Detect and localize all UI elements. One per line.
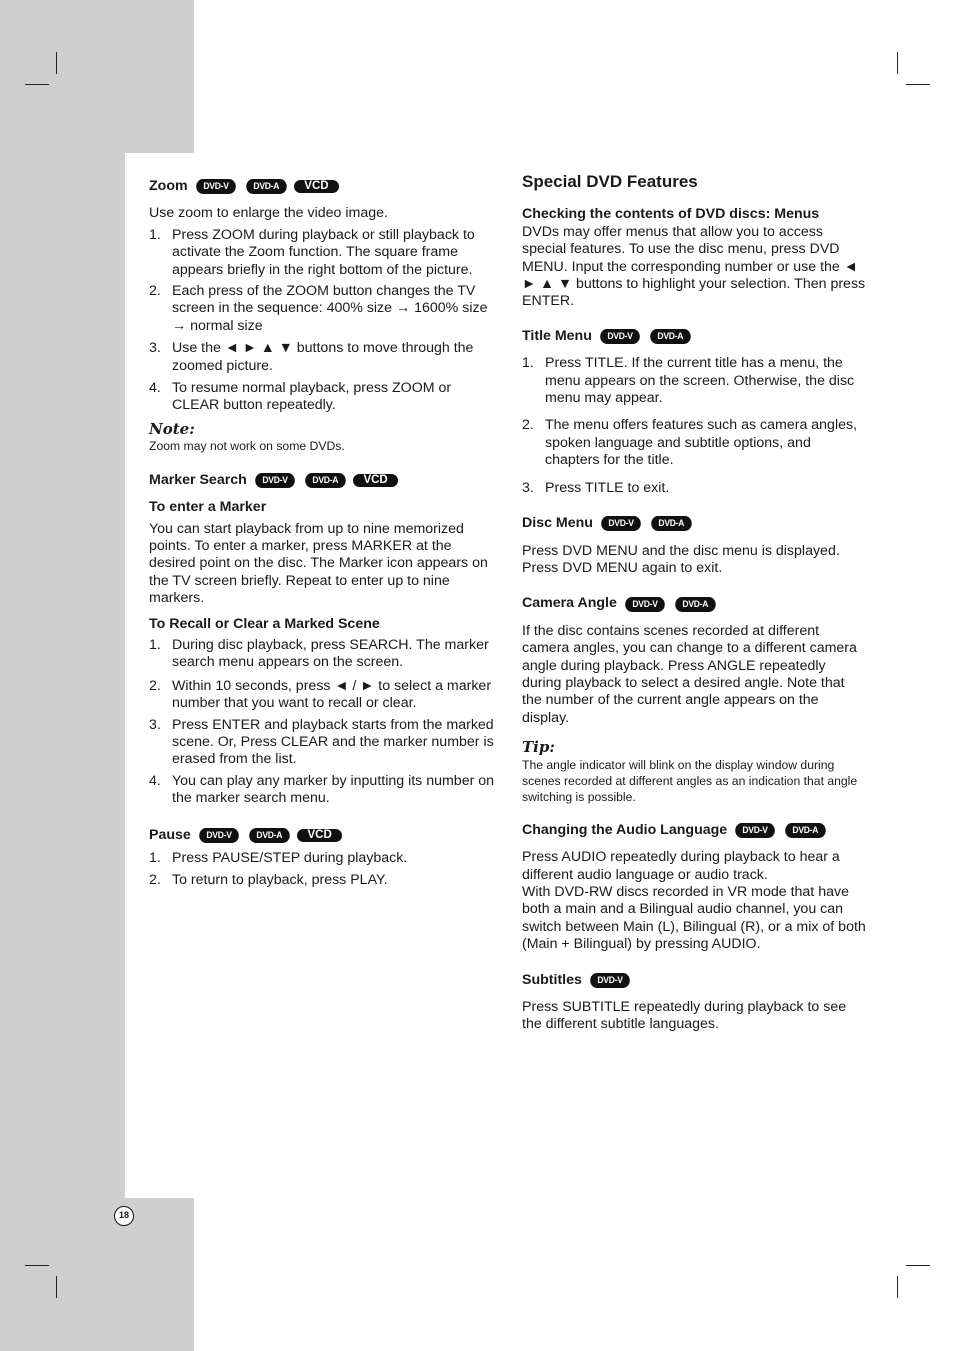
page-number: 18: [114, 1206, 134, 1226]
zoom-intro: Use zoom to enlarge the video image.: [149, 205, 388, 222]
list-item: 4. You can play any marker by inputting its number on the marker search menu.: [149, 772, 495, 807]
crop-mark: [897, 1276, 898, 1298]
left-column: [149, 168, 499, 890]
margin-panel-bottom: [0, 1198, 194, 1351]
dvd-a-badge: DVD-A: [675, 597, 715, 612]
pause-section: [149, 827, 499, 890]
crop-mark: [897, 52, 898, 74]
vcd-badge: VCD: [353, 474, 397, 487]
pause-steps: [149, 850, 499, 890]
dvd-a-badge: DVD-A: [785, 823, 825, 838]
dvd-a-badge: DVD-A: [246, 179, 286, 194]
list-item: 2. To return to playback, press PLAY.: [149, 872, 388, 889]
pause-title: Pause: [149, 826, 191, 843]
note-text: Zoom may not work on some DVDs.: [149, 439, 345, 454]
zoom-heading: [149, 178, 499, 195]
enter-marker-text: You can start playback from up to nine memorized points. To enter a marker, press MARKER at the desired point on the disc. The Marker icon appears on the TV screen briefly. Repeat to enter up to nine markers.: [149, 520, 488, 607]
dvd-v-badge: DVD-V: [735, 823, 775, 838]
page-title: Special DVD Features: [522, 172, 698, 191]
crop-mark: [25, 1265, 49, 1266]
disc-menu-title: Disc Menu: [522, 515, 593, 532]
disc-menu-section: [522, 515, 867, 577]
title-menu-section: [522, 328, 867, 497]
marker-search-section: [149, 472, 499, 808]
checking-contents-heading: Checking the contents of DVD discs: Menus: [522, 206, 820, 223]
list-item: 2. The menu offers features such as camera angles, spoken language and subtitle options, and chapters for the title.: [522, 417, 858, 469]
list-item: 2. Within 10 seconds, press ◄ / ► to select a marker number that you want to recall or clear.: [149, 677, 492, 712]
dvd-v-badge: DVD-V: [625, 597, 665, 612]
dvd-v-badge: DVD-V: [600, 329, 640, 344]
dvd-v-badge: DVD-V: [199, 828, 239, 843]
crop-mark: [56, 52, 57, 74]
zoom-steps: [149, 227, 499, 415]
dvd-a-badge: DVD-A: [650, 329, 690, 344]
margin-panel-left: [0, 153, 125, 1198]
disc-menu-text: Press DVD MENU and the disc menu is displayed. Press DVD MENU again to exit.: [522, 542, 840, 576]
subtitles-section: [522, 972, 867, 1034]
enter-marker-heading: To enter a Marker: [149, 499, 267, 516]
subtitles-heading: [522, 972, 867, 989]
dvd-a-badge: DVD-A: [651, 516, 691, 531]
camera-angle-heading: [522, 595, 867, 612]
audio-language-heading: [522, 822, 867, 839]
crop-mark: [906, 84, 930, 85]
note-title: Note:: [149, 419, 195, 438]
tip-title: Tip:: [522, 738, 555, 757]
crop-mark: [56, 1276, 57, 1298]
dvd-v-badge: DVD-V: [255, 473, 295, 488]
marker-search-heading: [149, 472, 499, 489]
audio-language-text: Press AUDIO repeatedly during playback to hear a different audio language or audio track.: [522, 849, 840, 883]
marker-search-title: Marker Search: [149, 471, 247, 488]
camera-angle-text: If the disc contains scenes recorded at different camera angles, you can change to a different camera angle during playback. Press ANGLE repeatedly during playback to select a desired angle. Note that the number of the current angle appears on the display.: [522, 622, 857, 726]
audio-language-section: [522, 822, 867, 954]
subtitles-title: Subtitles: [522, 971, 582, 988]
dvd-a-badge: DVD-A: [249, 828, 289, 843]
list-item: 1. During disc playback, press SEARCH. The marker search menu appears on the screen.: [149, 636, 489, 671]
recall-heading: To Recall or Clear a Marked Scene: [149, 615, 380, 632]
crop-mark: [25, 84, 49, 85]
title-menu-steps: [522, 355, 867, 497]
audio-language-title: Changing the Audio Language: [522, 821, 728, 838]
list-item: 3. Press TITLE to exit.: [522, 479, 670, 496]
dvd-v-badge: DVD-V: [601, 516, 641, 531]
list-item: 2. Each press of the ZOOM button changes the TV screen in the sequence: 400% size → 1600% size → normal size: [149, 283, 488, 334]
zoom-section: [149, 178, 499, 455]
title-menu-heading: [522, 328, 867, 345]
audio-language-text-2: With DVD-RW discs recorded in VR mode that have both a main and a Bilingual audio channel, you can switch between Main (L), Bilingual (R), or a mix of both (Main + Bilingual) by pressing AUDIO.: [522, 884, 866, 953]
marker-steps: [149, 637, 499, 808]
dvd-a-badge: DVD-A: [305, 473, 345, 488]
dvd-v-badge: DVD-V: [196, 179, 236, 194]
vcd-badge: VCD: [297, 829, 341, 842]
list-item: 1. Press TITLE. If the current title has a menu, the menu appears on the screen. Otherwise, the disc menu may appear.: [522, 355, 855, 407]
list-item: 1. Press ZOOM during playback or still playback to activate the Zoom function. The square frame appears briefly in the right bottom of the picture.: [149, 226, 475, 278]
subtitles-text: Press SUBTITLE repeatedly during playback to see the different subtitle languages.: [522, 999, 847, 1033]
list-item: 1. Press PAUSE/STEP during playback.: [149, 850, 408, 866]
pause-heading: [149, 827, 499, 844]
checking-contents-text: DVDs may offer menus that allow you to access special features. To use the disc menu, press DVD MENU. Input the corresponding number or use the ◄ ► ▲ ▼ buttons to highlight your selection. Then press ENTER.: [522, 223, 866, 310]
zoom-title: Zoom: [149, 178, 188, 194]
crop-mark: [906, 1265, 930, 1266]
right-column: [522, 168, 867, 1034]
camera-angle-title: Camera Angle: [522, 595, 617, 612]
list-item: 3. Press ENTER and playback starts from the marked scene. Or, Press CLEAR and the marker number is erased from the list.: [149, 716, 494, 768]
dvd-v-badge: DVD-V: [590, 973, 630, 988]
vcd-badge: VCD: [294, 180, 338, 193]
list-item: 3. Use the ◄ ► ▲ ▼ buttons to move through the zoomed picture.: [149, 340, 474, 374]
camera-angle-section: [522, 595, 867, 805]
title-menu-title: Title Menu: [522, 327, 592, 344]
list-item: 4. To resume normal playback, press ZOOM or CLEAR button repeatedly.: [149, 380, 452, 414]
disc-menu-heading: [522, 515, 867, 532]
tip-text: The angle indicator will blink on the display window during scenes recorded at different angles as an indication that angle switching is possible.: [522, 757, 858, 805]
margin-panel-top: [0, 0, 194, 153]
